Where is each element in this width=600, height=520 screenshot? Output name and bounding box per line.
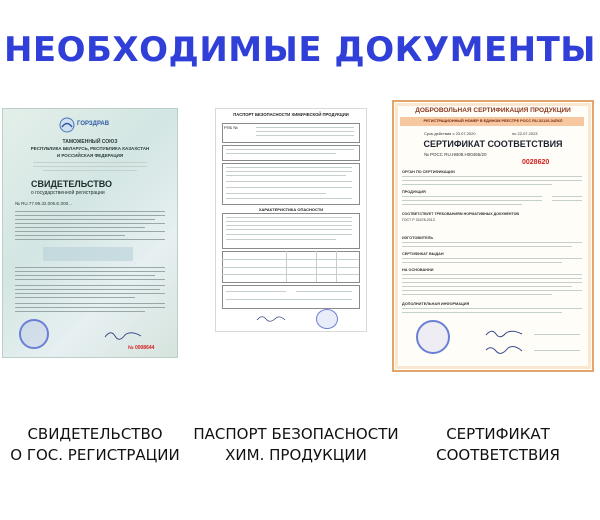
doc3-number: № РОСС RU.НВ08.Н00455/20 [424, 152, 487, 157]
doc3-section-issued: СЕРТИФИКАТ ВЫДАН [402, 252, 444, 256]
page-headline: НЕОБХОДИМЫЕ ДОКУМЕНТЫ [3, 30, 597, 70]
doc1-number: № RU.77.99.32.006.Е.000... [15, 201, 72, 206]
doc3-section-basis: НА ОСНОВАНИИ [402, 268, 434, 272]
caption-conformity-line-2: СООТВЕТСТВИЯ [436, 446, 560, 464]
doc3-standard: ГОСТ Р 32478-2013 [402, 218, 435, 222]
doc3-section-product: ПРОДУКЦИЯ [402, 190, 426, 194]
doc3-serial-number: 0028620 [522, 159, 550, 166]
logo-emblem-icon [59, 117, 75, 133]
conformity-certificate-image [392, 100, 594, 372]
doc1-header-line-2: РЕСПУБЛИКА БЕЛАРУСЬ, РЕСПУБЛИКА КАЗАХСТАН [30, 146, 150, 151]
doc3-section-additional: ДОПОЛНИТЕЛЬНАЯ ИНФОРМАЦИЯ [402, 302, 470, 306]
doc3-validity: Срок действия с 23.07.2020 [424, 131, 476, 136]
logo-text: ГОРЗДРАВ [77, 121, 110, 127]
doc3-stamp-seal [416, 320, 450, 354]
doc3-section-manufacturer: ИЗГОТОВИТЕЛЬ [402, 236, 434, 240]
caption-safety-passport-line-2: ХИМ. ПРОДУКЦИИ [225, 446, 367, 464]
caption-conformity [402, 424, 594, 466]
doc2-reg-label: РПБ № [224, 125, 238, 130]
doc3-reg-banner: РЕГИСТРАЦИОННЫЙ НОМЕР В ЕДИНОМ РЕЕСТРЕ РОСС RU.З2126.04ЛКЛ [423, 119, 563, 123]
doc2-stamp-seal [316, 309, 338, 329]
caption-registration [0, 424, 190, 466]
caption-conformity-line-1: СЕРТИФИКАТ [446, 425, 550, 443]
doc2-title: ПАСПОРТ БЕЗОПАСНОСТИ ХИМИЧЕСКОЙ ПРОДУКЦИИ [233, 112, 349, 117]
doc3-title: СЕРТИФИКАТ СООТВЕТСТВИЯ [423, 139, 563, 149]
doc1-serial-number: № 0008644 [128, 345, 155, 351]
caption-registration-line-1: СВИДЕТЕЛЬСТВО [27, 425, 163, 443]
gorzdrav-logo [59, 117, 119, 133]
doc3-section-requirements: СООТВЕТСТВУЕТ ТРЕБОВАНИЯМ НОРМАТИВНЫХ ДОКУМЕНТОВ [402, 212, 519, 216]
doc1-header-line-3: И РОССИЙСКАЯ ФЕДЕРАЦИЯ [56, 153, 124, 158]
caption-safety-passport-line-1: ПАСПОРТ БЕЗОПАСНОСТИ [193, 425, 399, 443]
safety-passport-image [215, 108, 367, 332]
doc3-validity-to: по 22.07.2023 [512, 131, 538, 136]
registration-certificate-image [2, 108, 178, 358]
doc1-subtitle: о государственной регистрации [31, 190, 105, 196]
doc1-header-line-1: ТАМОЖЕННЫЙ СОЮЗ [62, 139, 118, 145]
doc3-section-organ: ОРГАН ПО СЕРТИФИКАЦИИ [402, 170, 455, 174]
doc3-top-banner: ДОБРОВОЛЬНАЯ СЕРТИФИКАЦИЯ ПРОДУКЦИИ [415, 107, 571, 114]
doc1-signature [103, 327, 143, 341]
doc3-signature-2 [484, 342, 524, 354]
doc2-signature [256, 313, 286, 323]
caption-safety-passport [190, 424, 402, 466]
doc3-signature-1 [484, 326, 524, 338]
watermark-band [43, 247, 133, 261]
caption-registration-line-2: О ГОС. РЕГИСТРАЦИИ [10, 446, 180, 464]
doc1-stamp-seal [19, 319, 49, 349]
doc1-title: СВИДЕТЕЛЬСТВО [31, 179, 112, 189]
doc2-section-title: ХАРАКТЕРИСТИКА ОПАСНОСТИ [258, 207, 324, 212]
